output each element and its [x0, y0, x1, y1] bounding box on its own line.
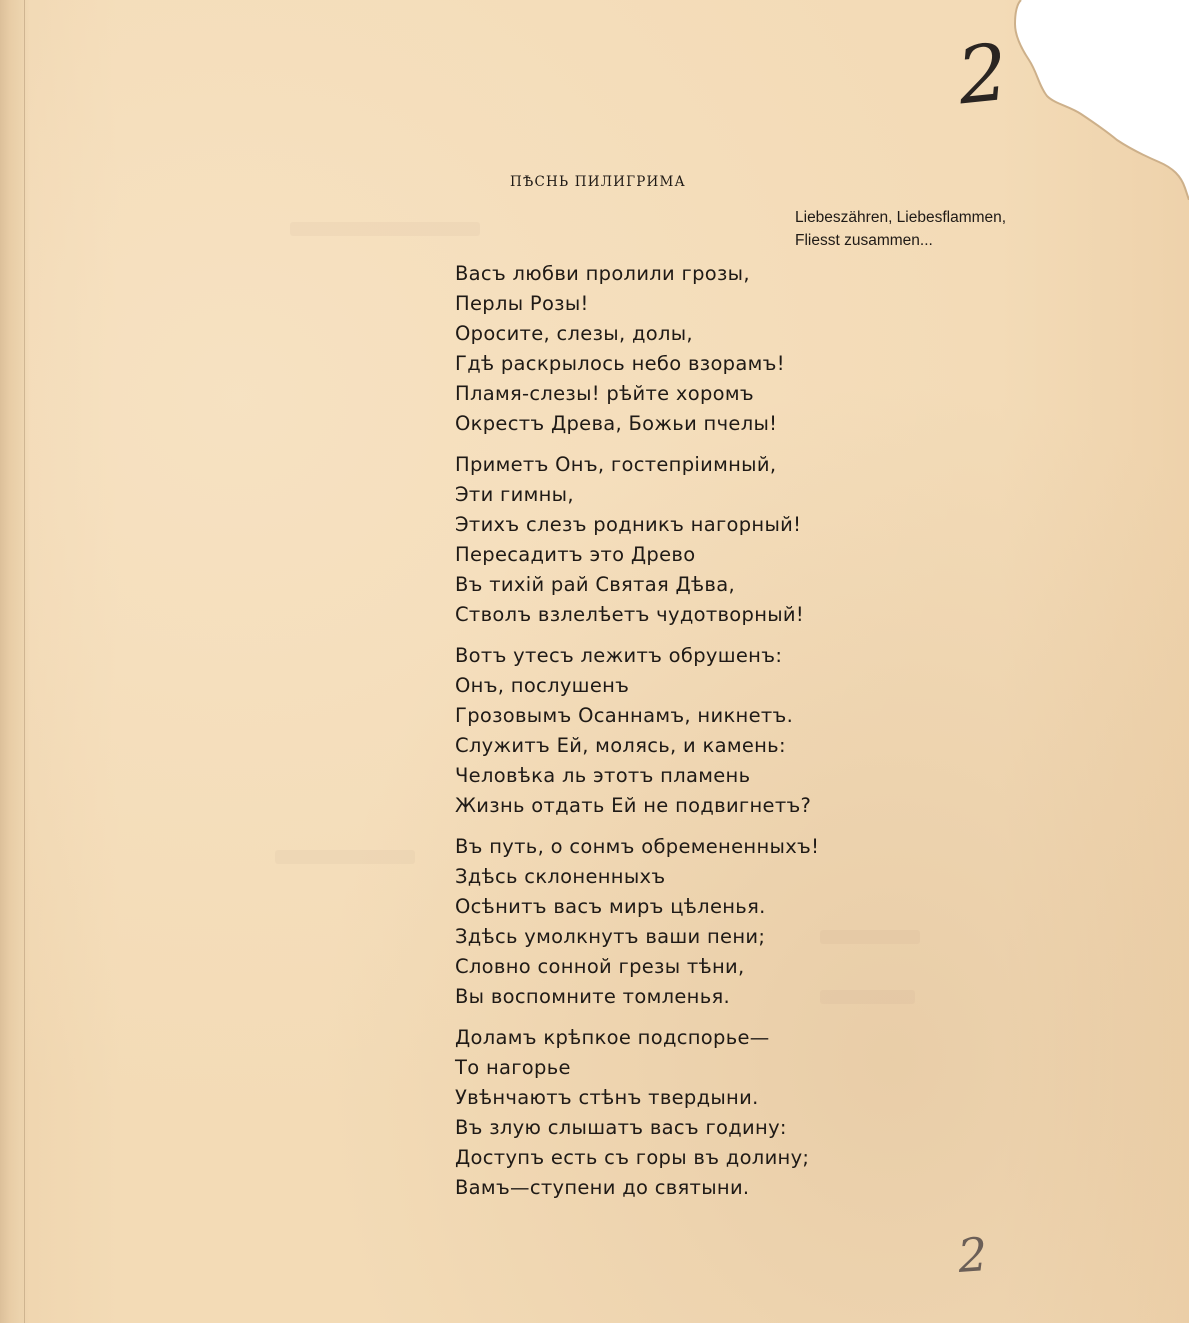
- stanza-4: [455, 832, 875, 1012]
- verse-line: То нагорье: [455, 1056, 571, 1079]
- binding-fold: [0, 0, 30, 1323]
- verse-line: Стволъ взлелѣетъ чудотворный!: [455, 603, 805, 626]
- verse-line: Человѣка ль этотъ пламень: [455, 764, 751, 787]
- stanza-1: [455, 259, 875, 439]
- verse-line: Здѣсь умолкнутъ ваши пени;: [455, 925, 766, 948]
- verse-line: Служитъ Ей, молясь, и камень:: [455, 734, 786, 757]
- torn-corner: [989, 0, 1189, 200]
- verse-line: Увѣнчаютъ стѣнъ твердыни.: [455, 1086, 759, 1109]
- verse-line: Жизнь отдать Ей не подвигнетъ?: [455, 794, 812, 817]
- verse-line: Вотъ утесъ лежитъ обрушенъ:: [455, 644, 783, 667]
- verse-line: Пламя-слезы! рѣйте хоромъ: [455, 382, 754, 405]
- epigraph-line: Fliesst zusammen...: [795, 232, 933, 249]
- verse-line: Вы воспомните томленья.: [455, 985, 731, 1008]
- verse-line: Здѣсь склоненныхъ: [455, 865, 666, 888]
- verse-line: Осѣнитъ васъ миръ цѣленья.: [455, 895, 766, 918]
- verse-line: Въ путь, о сонмъ обремененныхъ!: [455, 835, 820, 858]
- verse-line: Эти гимны,: [455, 483, 574, 506]
- verse-line: Васъ любви пролили грозы,: [455, 262, 750, 285]
- verse-line: Оросите, слезы, долы,: [455, 322, 693, 345]
- stanza-2: [455, 450, 875, 630]
- verse-line: Словно сонной грезы тѣни,: [455, 955, 745, 978]
- folio-number-bottom: 2: [956, 1227, 990, 1283]
- verse-line: Доламъ крѣпкое подспорье—: [455, 1026, 770, 1049]
- verse-line: Въ злую слышатъ васъ годину:: [455, 1116, 787, 1139]
- folio-number-top: 2: [953, 27, 1013, 123]
- verse-line: Грозовымъ Осаннамъ, никнетъ.: [455, 704, 794, 727]
- verse-line: Пересадитъ это Древо: [455, 543, 696, 566]
- verse-line: Гдѣ раскрылось небо взорамъ!: [455, 352, 785, 375]
- verse-line: Окрестъ Древа, Божьи пчелы!: [455, 412, 778, 435]
- show-through-mark: [275, 850, 415, 864]
- show-through-mark: [290, 222, 480, 236]
- verse-line: Перлы Розы!: [455, 292, 589, 315]
- verse-line: Въ тихій рай Святая Дѣва,: [455, 573, 735, 596]
- epigraph: [795, 206, 1006, 252]
- epigraph-line: Liebeszähren, Liebesflammen,: [795, 209, 1007, 226]
- verse-line: Приметъ Онъ, гостепріимный,: [455, 453, 777, 476]
- stanza-3: [455, 641, 875, 821]
- binding-fold-line: [24, 0, 25, 1323]
- poem-body: [455, 259, 875, 1214]
- poem-title: ПѢСНЬ ПИЛИГРИМА: [510, 174, 686, 190]
- verse-line: Вамъ—ступени до святыни.: [455, 1176, 750, 1199]
- stanza-5: [455, 1023, 875, 1203]
- verse-line: Онъ, послушенъ: [455, 674, 630, 697]
- verse-line: Этихъ слезъ родникъ нагорный!: [455, 513, 802, 536]
- verse-line: Доступъ есть съ горы въ долину;: [455, 1146, 810, 1169]
